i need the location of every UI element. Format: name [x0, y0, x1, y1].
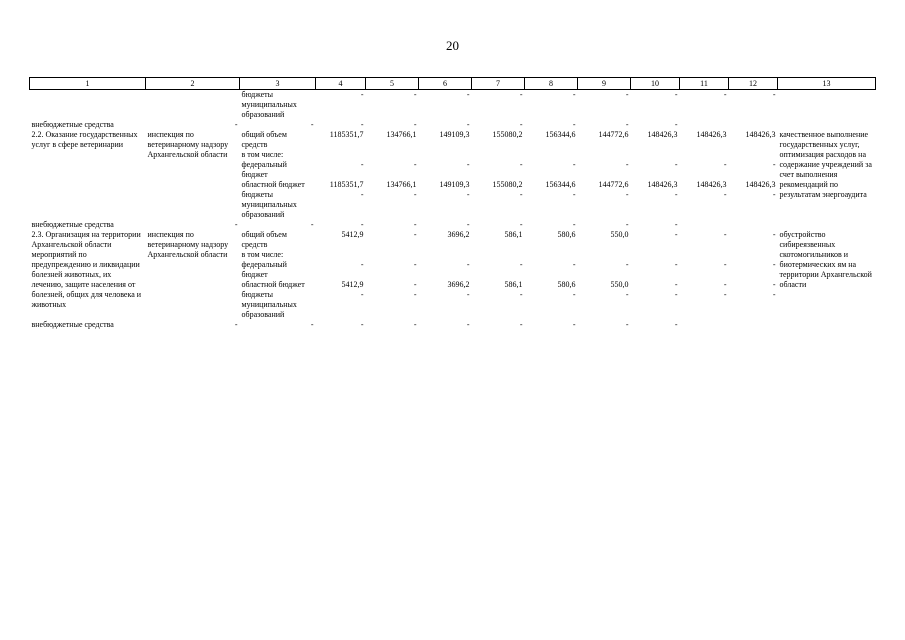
amount-cell: - — [772, 160, 776, 169]
amount-cell: 148426,3 — [647, 130, 678, 139]
executor-name: инспекция по ветеринарному надзору Архангельской области — [147, 130, 229, 159]
amount-cell: - — [625, 190, 629, 199]
table-row — [30, 220, 876, 230]
amount-cell: - — [625, 290, 629, 299]
amount-cell: - — [519, 260, 523, 269]
amount-cell: - — [519, 320, 523, 329]
amount-cell: - — [572, 290, 576, 299]
table-row — [30, 90, 876, 121]
amount-cell: 148426,3 — [696, 130, 727, 139]
amount-cell: 1185351,7 — [329, 180, 364, 189]
amount-cell: - — [360, 190, 364, 199]
amount-cell: - — [772, 190, 776, 199]
amount-cell: 149109,3 — [439, 130, 470, 139]
funding-source: федеральный бюджет — [241, 160, 287, 179]
amount-cell: 580,6 — [557, 230, 576, 239]
amount-cell: 550,0 — [610, 280, 629, 289]
amount-cell: - — [674, 120, 678, 129]
amount-cell: - — [572, 220, 576, 229]
amount-cell: - — [572, 160, 576, 169]
amount-cell: 134766,1 — [386, 180, 417, 189]
amount-cell: 3696,2 — [447, 280, 470, 289]
amount-cell: - — [310, 220, 314, 229]
amount-cell — [578, 150, 631, 160]
amount-cell: 148426,3 — [745, 180, 776, 189]
amount-cell: 155080,2 — [492, 180, 523, 189]
amount-cell: - — [674, 90, 678, 99]
amount-cell: 148426,3 — [696, 180, 727, 189]
amount-cell: - — [674, 290, 678, 299]
amount-cell: - — [772, 230, 776, 239]
amount-cell: 5412,9 — [341, 280, 364, 289]
amount-cell: 3696,2 — [447, 230, 470, 239]
header-row — [30, 78, 876, 90]
amount-cell: - — [674, 260, 678, 269]
amount-cell: - — [360, 120, 364, 129]
funding-source: бюджеты муниципальных образований — [241, 90, 297, 119]
column-header: 1 — [30, 78, 146, 90]
amount-cell: - — [466, 220, 470, 229]
amount-cell: - — [772, 290, 776, 299]
amount-cell — [631, 150, 680, 160]
amount-cell: - — [519, 160, 523, 169]
column-header: 8 — [525, 78, 578, 90]
amount-cell — [578, 250, 631, 260]
table-row — [30, 120, 876, 130]
amount-cell: - — [466, 160, 470, 169]
amount-cell: - — [360, 260, 364, 269]
amount-cell: 155080,2 — [492, 130, 523, 139]
amount-cell: - — [772, 90, 776, 99]
amount-cell: 586,1 — [504, 230, 523, 239]
amount-cell: 580,6 — [557, 280, 576, 289]
amount-cell: 156344,6 — [545, 130, 576, 139]
amount-cell: - — [466, 290, 470, 299]
column-header: 10 — [631, 78, 680, 90]
amount-cell: - — [625, 90, 629, 99]
table-body — [30, 90, 876, 331]
amount-cell: - — [360, 220, 364, 229]
column-header: 5 — [366, 78, 419, 90]
table-row — [30, 130, 876, 150]
amount-cell: - — [413, 320, 417, 329]
amount-cell: 148426,3 — [745, 130, 776, 139]
amount-cell: 156344,6 — [545, 180, 576, 189]
amount-cell: - — [572, 120, 576, 129]
amount-cell — [680, 150, 729, 160]
amount-cell — [525, 250, 578, 260]
page-number: 20 — [446, 38, 459, 53]
column-header: 7 — [472, 78, 525, 90]
amount-cell: 144772,6 — [598, 130, 629, 139]
column-header: 6 — [419, 78, 472, 90]
amount-cell: - — [360, 90, 364, 99]
measure-name — [30, 90, 146, 121]
amount-cell: - — [723, 280, 727, 289]
amount-cell: - — [723, 90, 727, 99]
amount-cell: - — [234, 220, 238, 229]
amount-cell: - — [723, 230, 727, 239]
amount-cell — [472, 150, 525, 160]
column-header: 12 — [729, 78, 778, 90]
amount-cell: 149109,3 — [439, 180, 470, 189]
amount-cell — [366, 150, 419, 160]
executor-name: инспекция по ветеринарному надзору Архангельской области — [147, 230, 229, 259]
amount-cell: 586,1 — [504, 280, 523, 289]
amount-cell: 1185351,7 — [329, 130, 364, 139]
amount-cell: - — [625, 260, 629, 269]
amount-cell: - — [360, 320, 364, 329]
amount-cell: - — [674, 190, 678, 199]
amount-cell: - — [572, 190, 576, 199]
amount-cell: - — [413, 190, 417, 199]
amount-cell: 144772,6 — [598, 180, 629, 189]
amount-cell — [525, 150, 578, 160]
amount-cell: - — [625, 120, 629, 129]
amount-cell — [680, 250, 729, 260]
amount-cell: - — [466, 320, 470, 329]
executor-name — [146, 90, 240, 121]
amount-cell: - — [674, 230, 678, 239]
amount-cell: - — [572, 320, 576, 329]
funding-source: общий объем средств — [241, 230, 287, 249]
amount-cell: - — [723, 160, 727, 169]
funding-source: в том числе: — [241, 250, 284, 259]
amount-cell: - — [625, 220, 629, 229]
column-header: 2 — [146, 78, 240, 90]
amount-cell: - — [772, 280, 776, 289]
table-row — [30, 320, 876, 330]
amount-cell: - — [466, 190, 470, 199]
table-row — [30, 230, 876, 250]
amount-cell: - — [234, 320, 238, 329]
funding-source: бюджеты муниципальных образований — [241, 190, 297, 219]
column-header: 11 — [680, 78, 729, 90]
column-header: 9 — [578, 78, 631, 90]
amount-cell — [419, 150, 472, 160]
amount-cell: - — [519, 90, 523, 99]
amount-cell: 134766,1 — [386, 130, 417, 139]
amount-cell — [419, 250, 472, 260]
expected-result — [778, 90, 876, 121]
amount-cell: - — [360, 160, 364, 169]
funding-source: общий объем средств — [241, 130, 287, 149]
amount-cell: - — [674, 160, 678, 169]
amount-cell — [729, 250, 778, 260]
amount-cell: - — [723, 190, 727, 199]
amount-cell: - — [360, 290, 364, 299]
amount-cell: - — [519, 190, 523, 199]
amount-cell: - — [674, 320, 678, 329]
amount-cell: - — [413, 230, 417, 239]
funding-source: в том числе: — [241, 150, 284, 159]
amount-cell: - — [413, 280, 417, 289]
amount-cell — [631, 250, 680, 260]
measure-name: 2.2. Оказание государственных услуг в сфере ветеринарии — [31, 130, 138, 149]
funding-source: областной бюджет — [241, 180, 305, 189]
amount-cell: - — [674, 280, 678, 289]
amount-cell: - — [519, 120, 523, 129]
amount-cell — [316, 250, 366, 260]
amount-cell — [729, 150, 778, 160]
amount-cell: 5412,9 — [341, 230, 364, 239]
amount-cell: 550,0 — [610, 230, 629, 239]
column-header: 4 — [316, 78, 366, 90]
amount-cell: - — [519, 290, 523, 299]
funding-source: внебюджетные средства — [31, 120, 114, 129]
amount-cell: - — [723, 260, 727, 269]
amount-cell: - — [413, 260, 417, 269]
funding-source: внебюджетные средства — [31, 220, 114, 229]
amount-cell: 148426,3 — [647, 180, 678, 189]
amount-cell: - — [466, 260, 470, 269]
amount-cell — [366, 250, 419, 260]
expected-result: качественное выполнение государственных услуг, оптимизация расходов на содержание учреждений за счет выполнения рекомендаций по результатам энергоаудита — [779, 130, 872, 199]
amount-cell: - — [310, 120, 314, 129]
amount-cell: - — [625, 160, 629, 169]
amount-cell: - — [234, 120, 238, 129]
amount-cell: - — [772, 260, 776, 269]
amount-cell: - — [572, 90, 576, 99]
amount-cell: - — [625, 320, 629, 329]
amount-cell: - — [413, 220, 417, 229]
amount-cell: - — [723, 290, 727, 299]
funding-source: областной бюджет — [241, 280, 305, 289]
amount-cell: - — [674, 220, 678, 229]
amount-cell — [472, 250, 525, 260]
column-header: 3 — [240, 78, 316, 90]
amount-cell: - — [519, 220, 523, 229]
amount-cell — [316, 150, 366, 160]
amount-cell: - — [466, 120, 470, 129]
amount-cell: - — [413, 160, 417, 169]
measure-name: 2.3. Организация на территории Архангельской области мероприятий по предупреждению и ликвидации болезней животных, их лечению, защите населения от болезней, общих для человека и животных — [31, 230, 142, 309]
amount-cell: - — [413, 90, 417, 99]
funding-source: бюджеты муниципальных образований — [241, 290, 297, 319]
amount-cell: - — [310, 320, 314, 329]
column-header: 13 — [778, 78, 876, 90]
funding-source: внебюджетные средства — [31, 320, 114, 329]
expected-result: обустройство сибиреязвенных скотомогильников и биотермических ям на территории Архангельской области — [779, 230, 872, 289]
amount-cell: - — [466, 90, 470, 99]
amount-cell: - — [572, 260, 576, 269]
budget-table — [29, 77, 876, 330]
funding-source: федеральный бюджет — [241, 260, 287, 279]
amount-cell: - — [413, 120, 417, 129]
amount-cell: - — [413, 290, 417, 299]
